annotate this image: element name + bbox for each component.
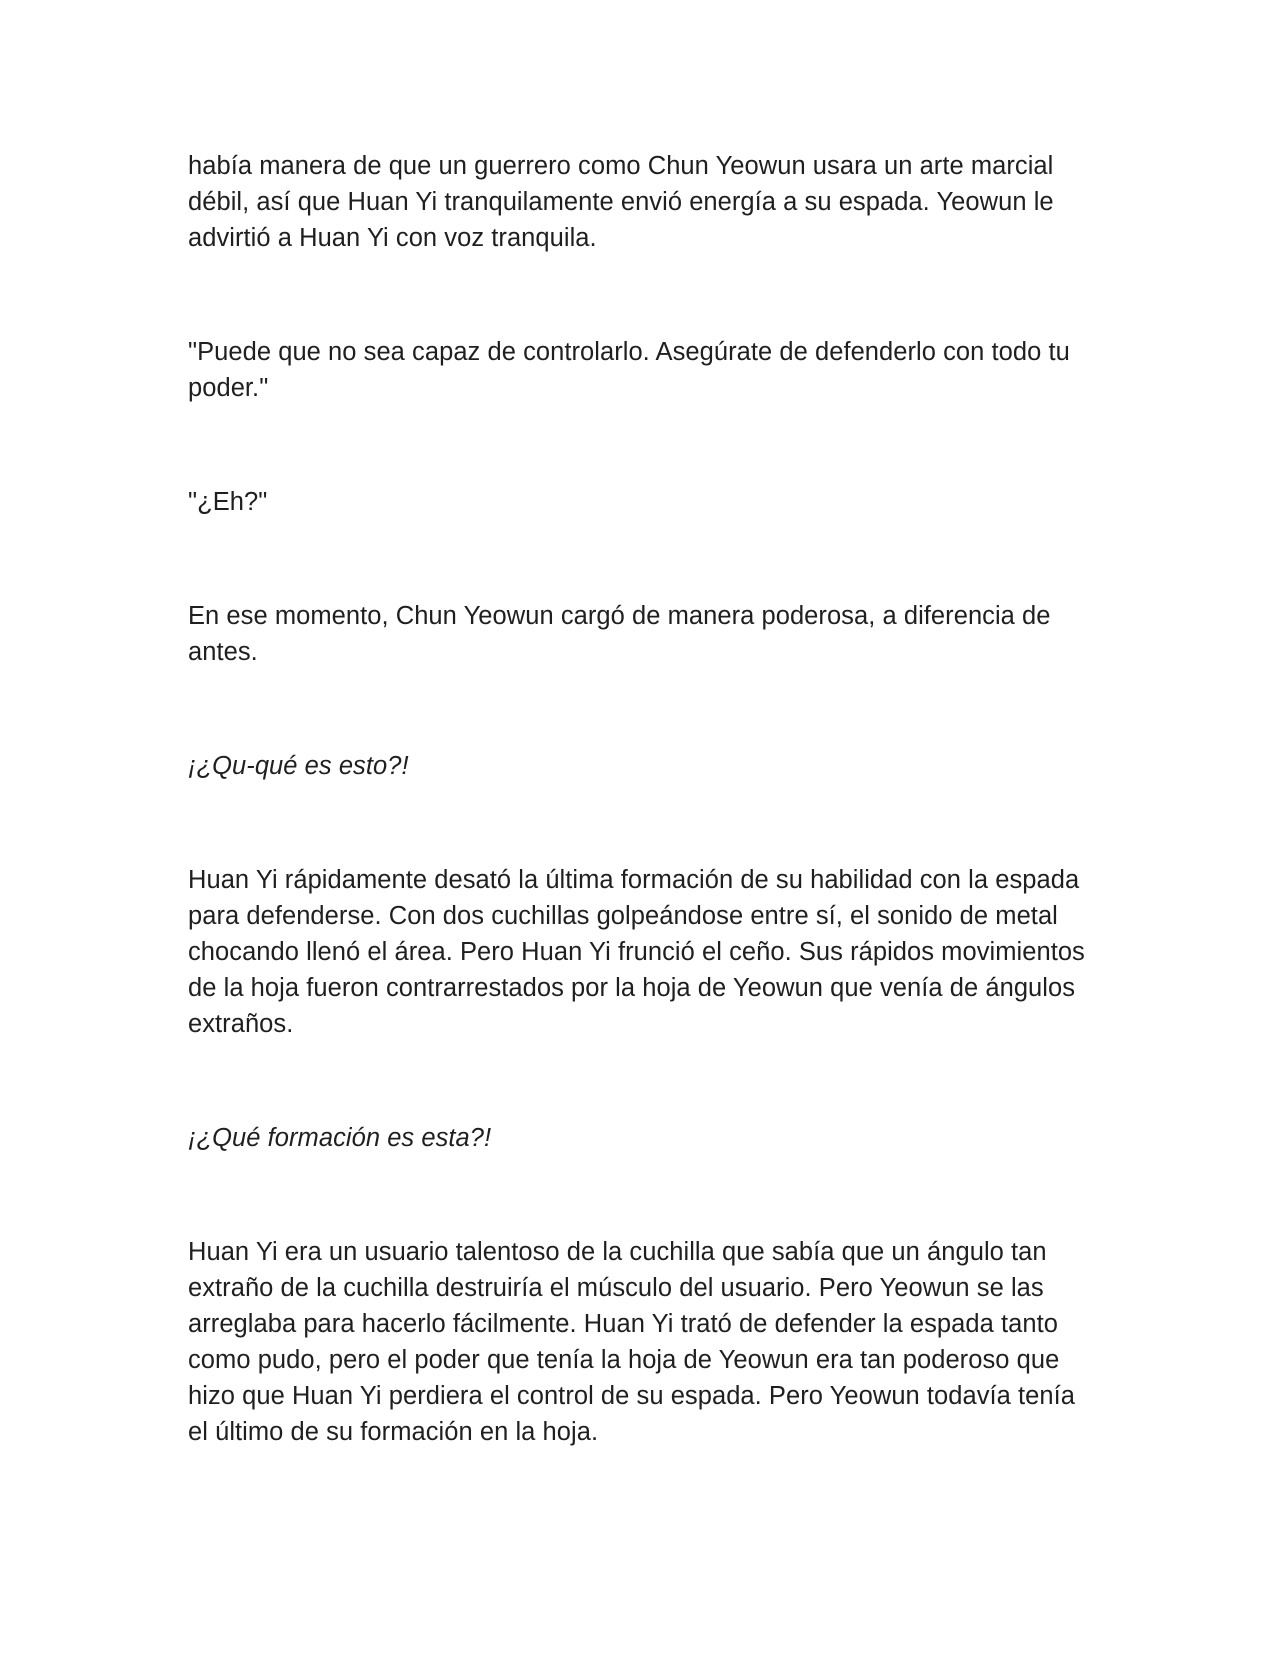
paragraph-2-dialogue: "Puede que no sea capaz de controlarlo. Asegúrate de defenderlo con todo tu poder." xyxy=(188,338,1070,402)
paragraph-7-thought: ¡¿Qué formación es esta?! xyxy=(188,1124,492,1152)
paragraph-8: Huan Yi era un usuario talentoso de la cuchilla que sabía que un ángulo tan extraño de la cuchilla destruiría el músculo del usuario. Pero Yeowun se las arreglaba para hacerlo fácilmente. Huan Yi trató de defender la espada tanto como pudo, pero el poder que tenía la hoja de Yeowun era tan poderoso que hizo que Huan Yi perdiera el control de su espada. Pero Yeowun todavía tenía el último de su formación en la hoja. xyxy=(188,1238,1076,1446)
paragraph-3-dialogue: "¿Eh?" xyxy=(188,488,268,516)
paragraph-4: En ese momento, Chun Yeowun cargó de manera poderosa, a diferencia de antes. xyxy=(188,602,1051,666)
paragraph-6: Huan Yi rápidamente desató la última formación de su habilidad con la espada para defenderse. Con dos cuchillas golpeándose entre sí, el sonido de metal chocando llenó el área. Pero Huan Yi frunció el ceño. Sus rápidos movimientos de la hoja fueron contrarrestados por la hoja de Yeowun que venía de ángulos extraños. xyxy=(188,866,1085,1038)
document-body xyxy=(188,148,1088,1528)
paragraph-1: había manera de que un guerrero como Chun Yeowun usara un arte marcial débil, así que Huan Yi tranquilamente envió energía a su espada. Yeowun le advirtió a Huan Yi con voz tranquila. xyxy=(188,152,1054,252)
paragraph-5-thought: ¡¿Qu-qué es esto?! xyxy=(188,752,409,780)
